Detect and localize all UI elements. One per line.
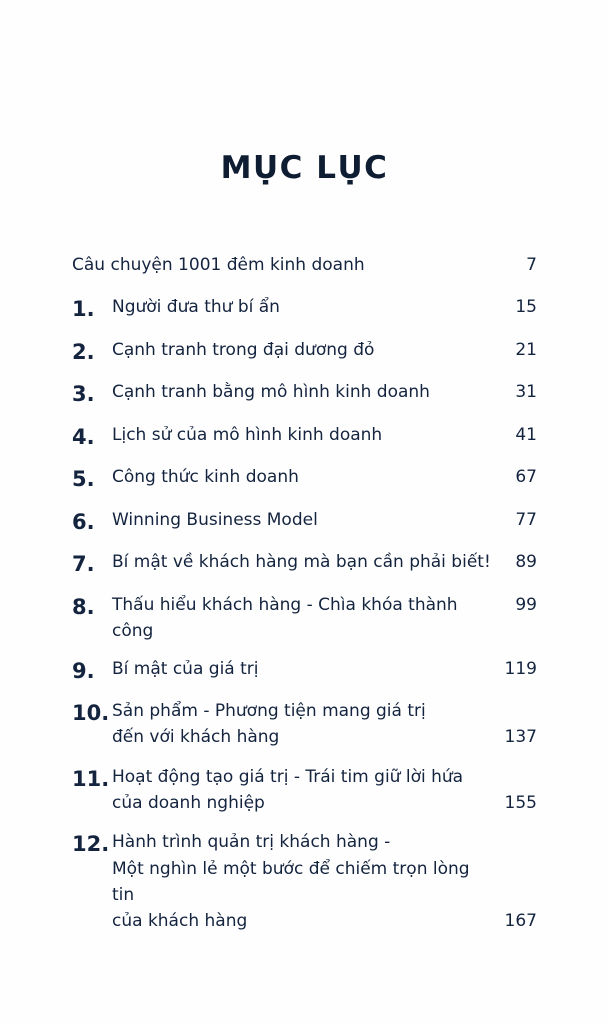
toc-entry[interactable]	[0, 698, 609, 751]
toc-entry[interactable]	[0, 829, 609, 934]
toc-list	[0, 252, 609, 948]
toc-entry-number: 2.	[72, 339, 95, 364]
toc-entry-title-line: Cạnh tranh trong đại dương đỏ	[112, 339, 375, 360]
toc-entry-title-line: Công thức kinh doanh	[112, 467, 299, 488]
toc-entry-title-line: Hành trình quản trị khách hàng -	[112, 832, 391, 853]
toc-entry-title	[112, 422, 491, 448]
toc-entry-title-line: Sản phẩm - Phương tiện mang giá trị	[112, 701, 426, 722]
toc-entry-title-line: của doanh nghiệp	[112, 793, 265, 814]
toc-entry[interactable]	[0, 379, 609, 411]
toc-entry-title	[112, 507, 491, 533]
toc-entry-number: 8.	[72, 594, 95, 619]
toc-entry-page-number: 7	[526, 255, 537, 275]
toc-entry-page-number: 99	[515, 594, 537, 615]
toc-entry-number: 9.	[72, 658, 95, 683]
toc-entry-title-line: đến với khách hàng	[112, 727, 280, 748]
toc-entry-page-number: 15	[515, 297, 537, 318]
toc-entry-number: 3.	[72, 382, 95, 407]
toc-entry-number: 5.	[72, 467, 95, 492]
toc-entry-title-line: Bí mật về khách hàng mà bạn cần phải biết!	[112, 552, 491, 573]
page-title: MỤC LỤC	[220, 150, 389, 186]
toc-entry-title-line: của khách hàng	[112, 911, 248, 932]
toc-entry[interactable]	[0, 592, 609, 645]
toc-entry-page-number: 31	[515, 382, 537, 403]
toc-entry-title-line: Lịch sử của mô hình kinh doanh	[112, 424, 383, 445]
toc-entry[interactable]	[0, 294, 609, 326]
toc-entry[interactable]	[0, 656, 609, 688]
toc-entry[interactable]	[0, 549, 609, 581]
toc-entry-number: 10.	[72, 701, 110, 726]
toc-entry-page-number: 155	[504, 793, 537, 814]
toc-entry-title	[112, 379, 491, 405]
toc-entry-title	[112, 764, 491, 817]
toc-entry[interactable]	[0, 764, 609, 817]
toc-entry[interactable]	[0, 337, 609, 369]
toc-entry-title	[112, 829, 491, 934]
toc-entry-number: 7.	[72, 552, 95, 577]
toc-entry[interactable]	[0, 422, 609, 454]
toc-entry-number: 11.	[72, 766, 110, 791]
toc-entry-title-line: Bí mật của giá trị	[112, 658, 259, 679]
toc-entry-title-line: Câu chuyện 1001 đêm kinh doanh	[72, 255, 365, 275]
toc-entry-number: 4.	[72, 424, 95, 449]
toc-entry-number: 1.	[72, 297, 95, 322]
toc-entry-number: 6.	[72, 509, 95, 534]
toc-entry-title	[112, 656, 491, 682]
toc-entry-number: 12.	[72, 832, 110, 857]
toc-entry-title-line: Một nghìn lẻ một bước để chiếm trọn lòng tin	[112, 858, 470, 906]
toc-entry-title-line: Thấu hiểu khách hàng - Chìa khóa thành công	[112, 594, 458, 642]
toc-entry[interactable]	[0, 252, 609, 278]
toc-entry-page-number: 119	[504, 658, 537, 679]
toc-entry-page-number: 67	[515, 467, 537, 488]
toc-entry-page-number: 21	[515, 339, 537, 360]
toc-entry-title	[112, 337, 491, 363]
toc-entry-page-number: 137	[504, 727, 537, 748]
toc-entry-page-number: 77	[515, 509, 537, 530]
toc-entry-page-number: 41	[515, 424, 537, 445]
toc-entry-title-line: Cạnh tranh bằng mô hình kinh doanh	[112, 382, 430, 403]
toc-entry-title-line: Người đưa thư bí ẩn	[112, 297, 280, 318]
toc-entry-page-number: 167	[504, 911, 537, 932]
toc-entry-title	[112, 464, 491, 490]
toc-entry-title-line: Winning Business Model	[112, 509, 318, 530]
toc-entry-page-number: 89	[515, 552, 537, 573]
toc-entry-title	[112, 549, 491, 575]
toc-entry-title-line: Hoạt động tạo giá trị - Trái tim giữ lời hứa	[112, 766, 464, 787]
toc-entry[interactable]	[0, 464, 609, 496]
toc-entry-title	[112, 294, 491, 320]
toc-entry[interactable]	[0, 507, 609, 539]
toc-entry-title	[72, 252, 491, 278]
toc-entry-title	[112, 592, 491, 645]
toc-entry-title	[112, 698, 491, 751]
